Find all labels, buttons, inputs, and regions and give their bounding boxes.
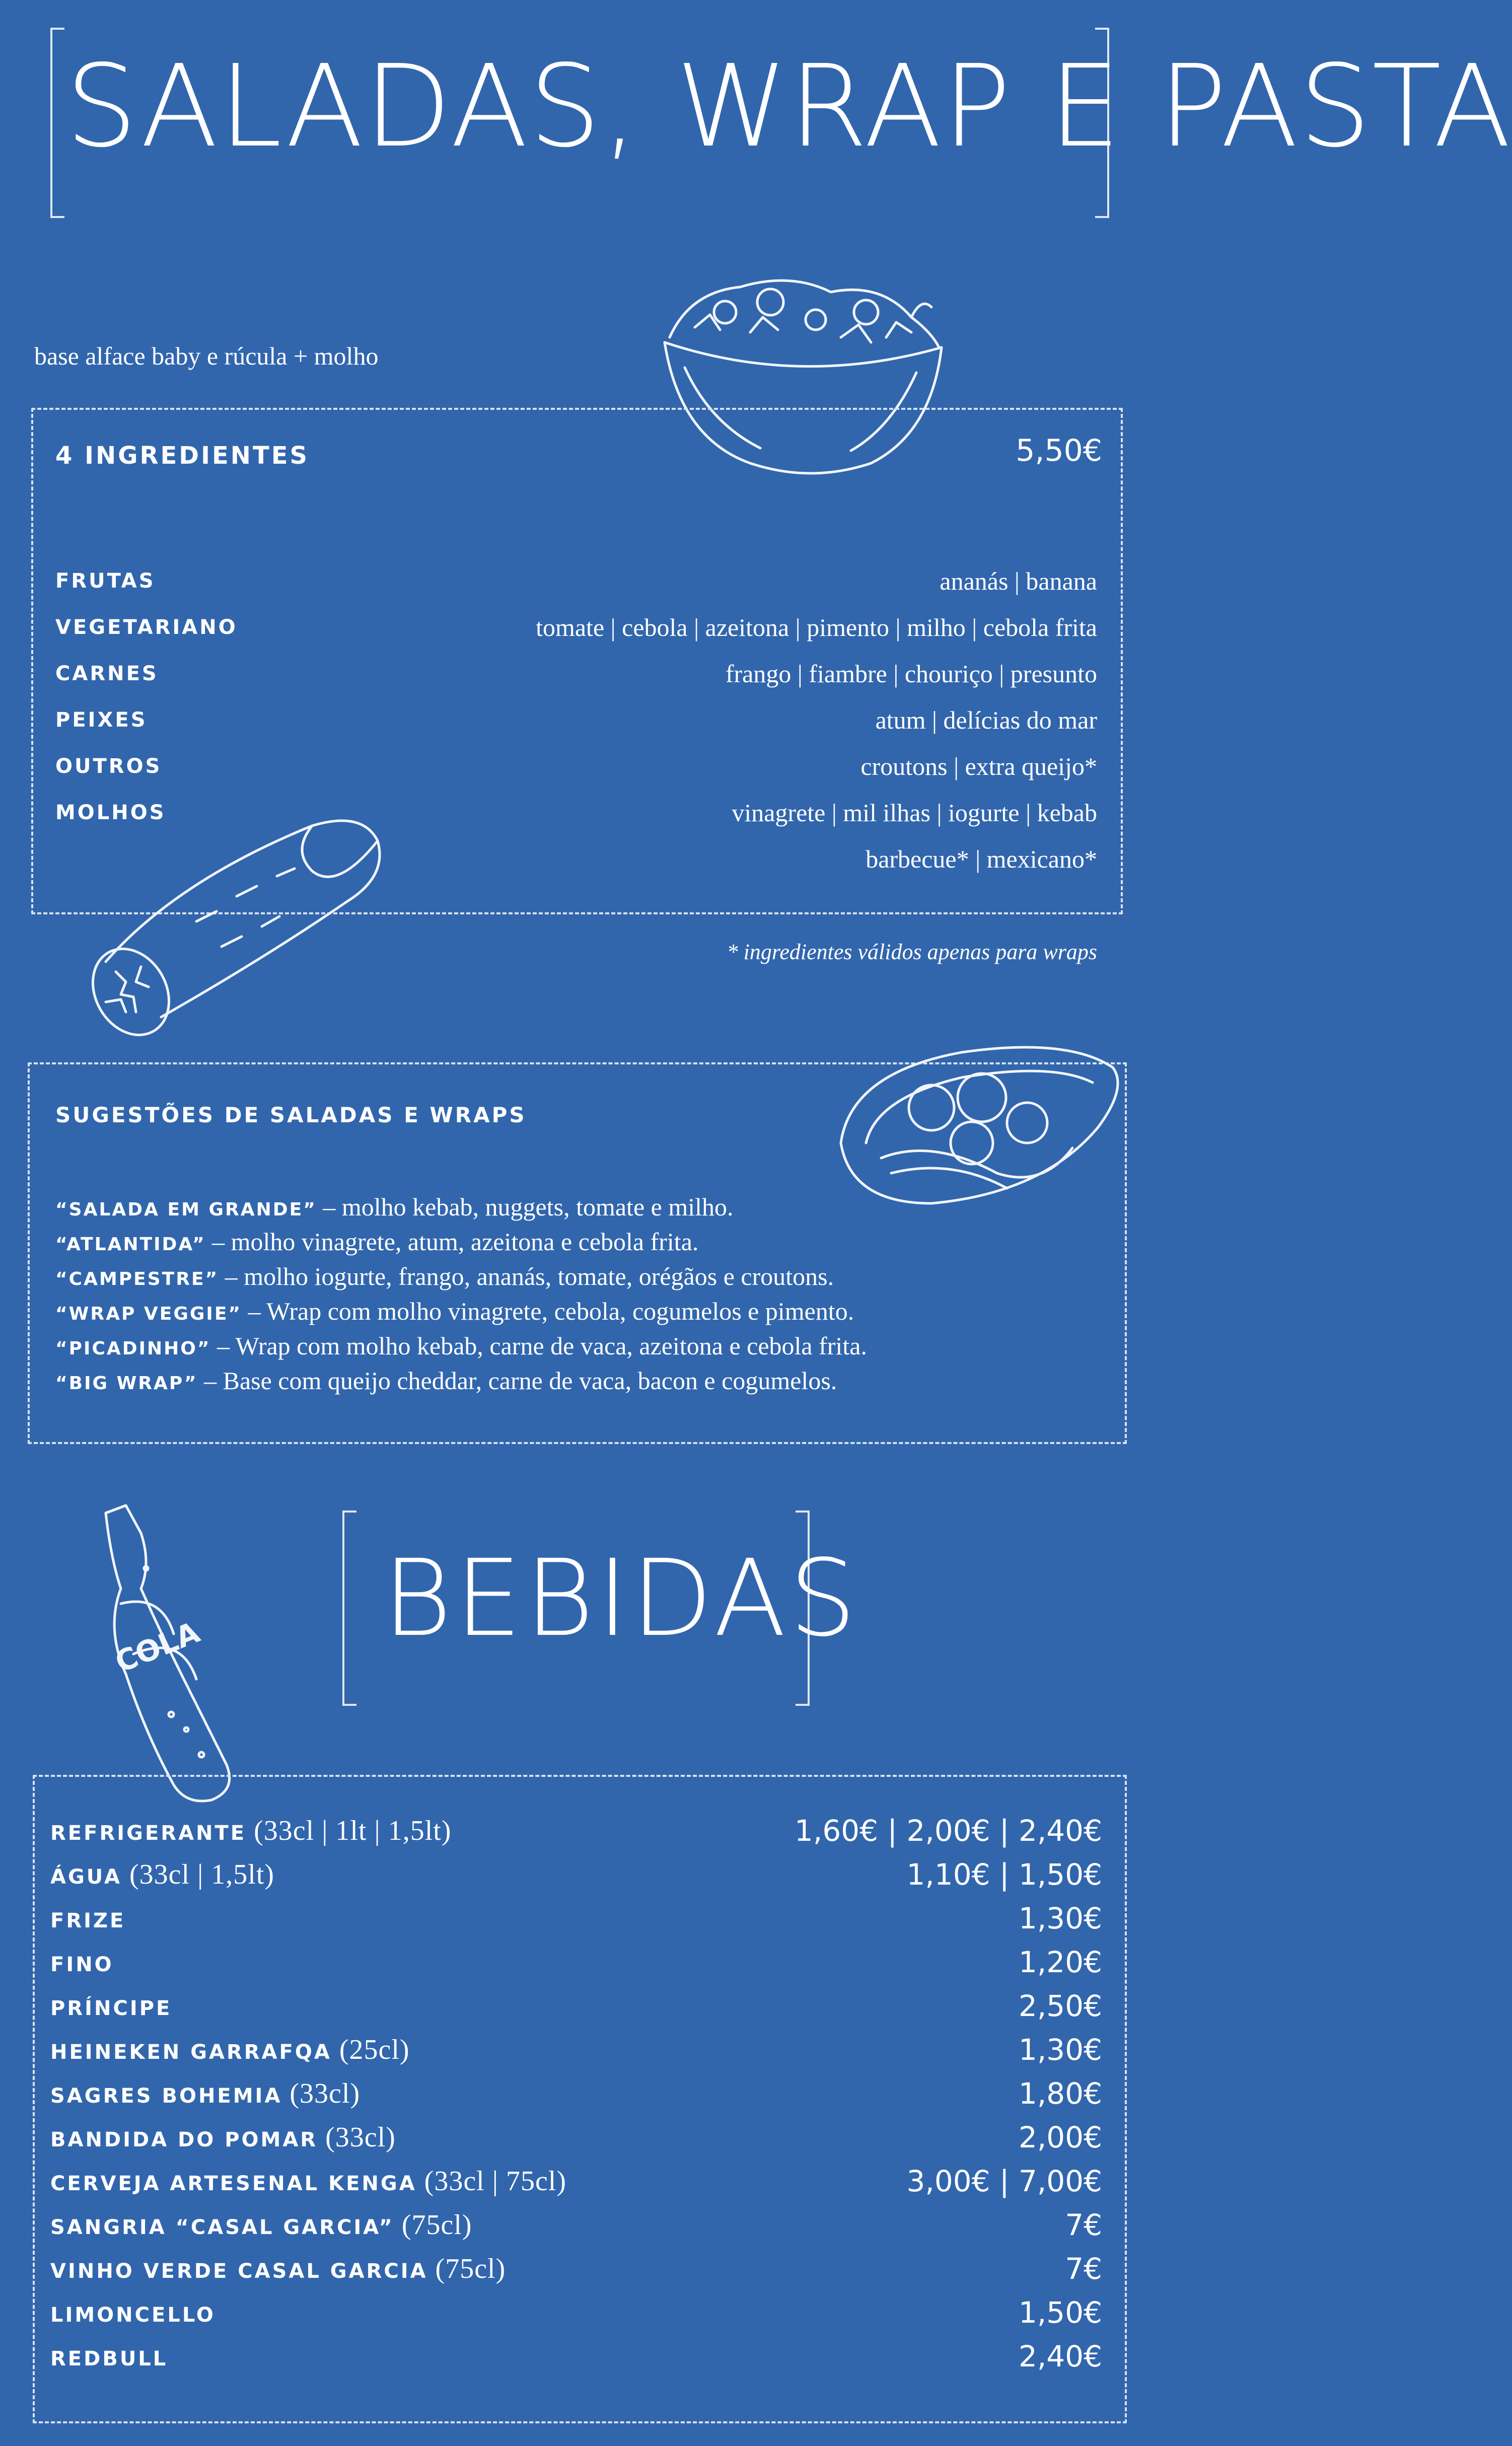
ingredients-price: 5,50€ [1016, 433, 1102, 468]
drinks-title: BEBIDAS [383, 1537, 859, 1660]
drink-row [50, 1852, 1102, 1896]
drink-name: CERVEJA ARTESENAL KENGA [50, 2172, 417, 2195]
suggestion-desc: – Wrap com molho vinagrete, cebola, cogumelos e pimento. [242, 1297, 854, 1325]
drink-price: 7€ [1065, 2251, 1102, 2286]
drink-row [50, 1940, 1102, 1984]
pasta-meatballs-icon [831, 1027, 1128, 1218]
salad-base-text: base alface baby e rúcula + molho [34, 342, 379, 370]
drink-row [50, 1809, 1102, 1852]
suggestion-desc: – molho iogurte, frango, ananás, tomate, orégãos e croutons. [219, 1262, 834, 1290]
drink-price: 1,20€ [1018, 1945, 1102, 1979]
drink-name: REDBULL [50, 2347, 168, 2370]
suggestion-name: “WRAP VEGGIE” [55, 1304, 242, 1324]
ingredient-options: ananás | banana [940, 567, 1097, 595]
drink-name: VINHO VERDE CASAL GARCIA [50, 2259, 428, 2283]
ingredient-category: OUTROS [55, 755, 162, 778]
cola-bottle-icon [86, 1503, 267, 1805]
suggestion-item [55, 1366, 837, 1395]
drink-size: (33cl | 75cl) [416, 2165, 567, 2197]
page-title: SALADAS, WRAP E PASTA [65, 41, 1512, 173]
drink-name: FRIZE [50, 1909, 126, 1932]
drink-size: (33cl) [282, 2077, 361, 2109]
suggestion-name: “ATLANTIDA” [55, 1234, 206, 1255]
suggestions-heading: SUGESTÕES DE SALADAS E WRAPS [55, 1103, 527, 1127]
drink-size: (25cl) [331, 2034, 410, 2065]
suggestion-desc: – molho vinagrete, atum, azeitona e cebola frita. [205, 1228, 699, 1256]
ingredient-category: MOLHOS [55, 801, 166, 824]
ingredient-category: CARNES [55, 662, 159, 685]
drink-size: (75cl) [394, 2209, 472, 2241]
suggestion-item [55, 1297, 854, 1326]
drink-name: HEINEKEN GARRAFQA [50, 2040, 332, 2064]
ingredient-row-peixes [55, 697, 1097, 743]
drink-name: REFRIGERANTE [50, 1821, 247, 1845]
drink-name: SANGRIA “CASAL GARCIA” [50, 2215, 394, 2239]
drink-price: 2,50€ [1018, 1988, 1102, 2023]
drink-row [50, 2159, 1102, 2203]
drink-row [50, 2334, 1102, 2378]
suggestion-desc: – Wrap com molho kebab, carne de vaca, azeitona e cebola frita. [210, 1332, 867, 1360]
ingredient-options: tomate | cebola | azeitona | pimento | milho | cebola frita [536, 613, 1097, 641]
ingredients-heading: 4 INGREDIENTES [55, 442, 310, 470]
drink-price: 1,30€ [1018, 2032, 1102, 2067]
drink-row [50, 2028, 1102, 2071]
drink-price: 1,50€ [1018, 2295, 1102, 2330]
ingredient-options: vinagrete | mil ilhas | iogurte | kebab [732, 799, 1097, 827]
drink-row [50, 1984, 1102, 2028]
ingredient-options: croutons | extra queijo* [860, 752, 1097, 780]
bottle-label: COLA [110, 1615, 204, 1680]
drink-name: PRÍNCIPE [50, 1996, 172, 2020]
drink-size: (33cl) [318, 2121, 396, 2153]
ingredient-options: atum | delícias do mar [875, 706, 1097, 734]
drinks-bracket-left [342, 1510, 356, 1706]
ingredient-row-vegetariano [55, 604, 1097, 651]
drink-row [50, 2071, 1102, 2115]
drink-name: ÁGUA [50, 1865, 122, 1889]
drink-price: 7€ [1065, 2207, 1102, 2242]
drink-name: BANDIDA DO POMAR [50, 2128, 318, 2151]
drink-price: 1,80€ [1018, 2076, 1102, 2111]
ingredient-row-frutas [55, 558, 1097, 604]
ingredient-category: FRUTAS [55, 569, 156, 593]
drink-size: (33cl | 1,5lt) [122, 1858, 275, 1890]
suggestion-desc: – Base com queijo cheddar, carne de vaca, bacon e cogumelos. [197, 1366, 837, 1395]
suggestion-item [55, 1331, 867, 1360]
drink-size: (33cl | 1lt | 1,5lt) [246, 1815, 452, 1846]
suggestion-item [55, 1192, 734, 1221]
ingredient-options: frango | fiambre | chouriço | presunto [725, 660, 1097, 688]
drink-name: SAGRES BOHEMIA [50, 2084, 282, 2108]
ingredients-footnote: * ingredientes válidos apenas para wraps [727, 940, 1097, 964]
wrap-burrito-icon [76, 796, 398, 1037]
suggestion-name: “BIG WRAP” [55, 1373, 198, 1394]
drink-price: 1,10€ | 1,50€ [906, 1857, 1102, 1892]
suggestion-item [55, 1227, 698, 1256]
drink-name: FINO [50, 1953, 114, 1976]
drink-price: 2,40€ [1018, 2339, 1102, 2373]
suggestion-item [55, 1262, 834, 1291]
suggestion-desc: – molho kebab, nuggets, tomate e milho. [316, 1193, 734, 1221]
drink-price: 3,00€ | 7,00€ [906, 2164, 1102, 2198]
suggestion-name: “SALADA EM GRANDE” [55, 1199, 317, 1220]
ingredient-category: PEIXES [55, 708, 148, 732]
suggestion-name: “PICADINHO” [55, 1338, 211, 1359]
title-bracket-left [50, 28, 64, 218]
drink-row [50, 2290, 1102, 2334]
ingredient-options: barbecue* | mexicano* [866, 845, 1097, 873]
drink-row [50, 1896, 1102, 1940]
suggestion-name: “CAMPESTRE” [55, 1269, 219, 1289]
drink-row [50, 2203, 1102, 2247]
drink-row [50, 2115, 1102, 2159]
drink-name: LIMONCELLO [50, 2303, 215, 2327]
drink-size: (75cl) [427, 2253, 506, 2284]
drink-price: 1,60€ | 2,00€ | 2,40€ [795, 1813, 1102, 1848]
ingredient-row-outros [55, 743, 1097, 789]
drink-price: 2,00€ [1018, 2120, 1102, 2154]
drink-row [50, 2247, 1102, 2290]
drink-price: 1,30€ [1018, 1901, 1102, 1935]
ingredient-row-carnes [55, 651, 1097, 697]
ingredient-category: VEGETARIANO [55, 616, 238, 639]
